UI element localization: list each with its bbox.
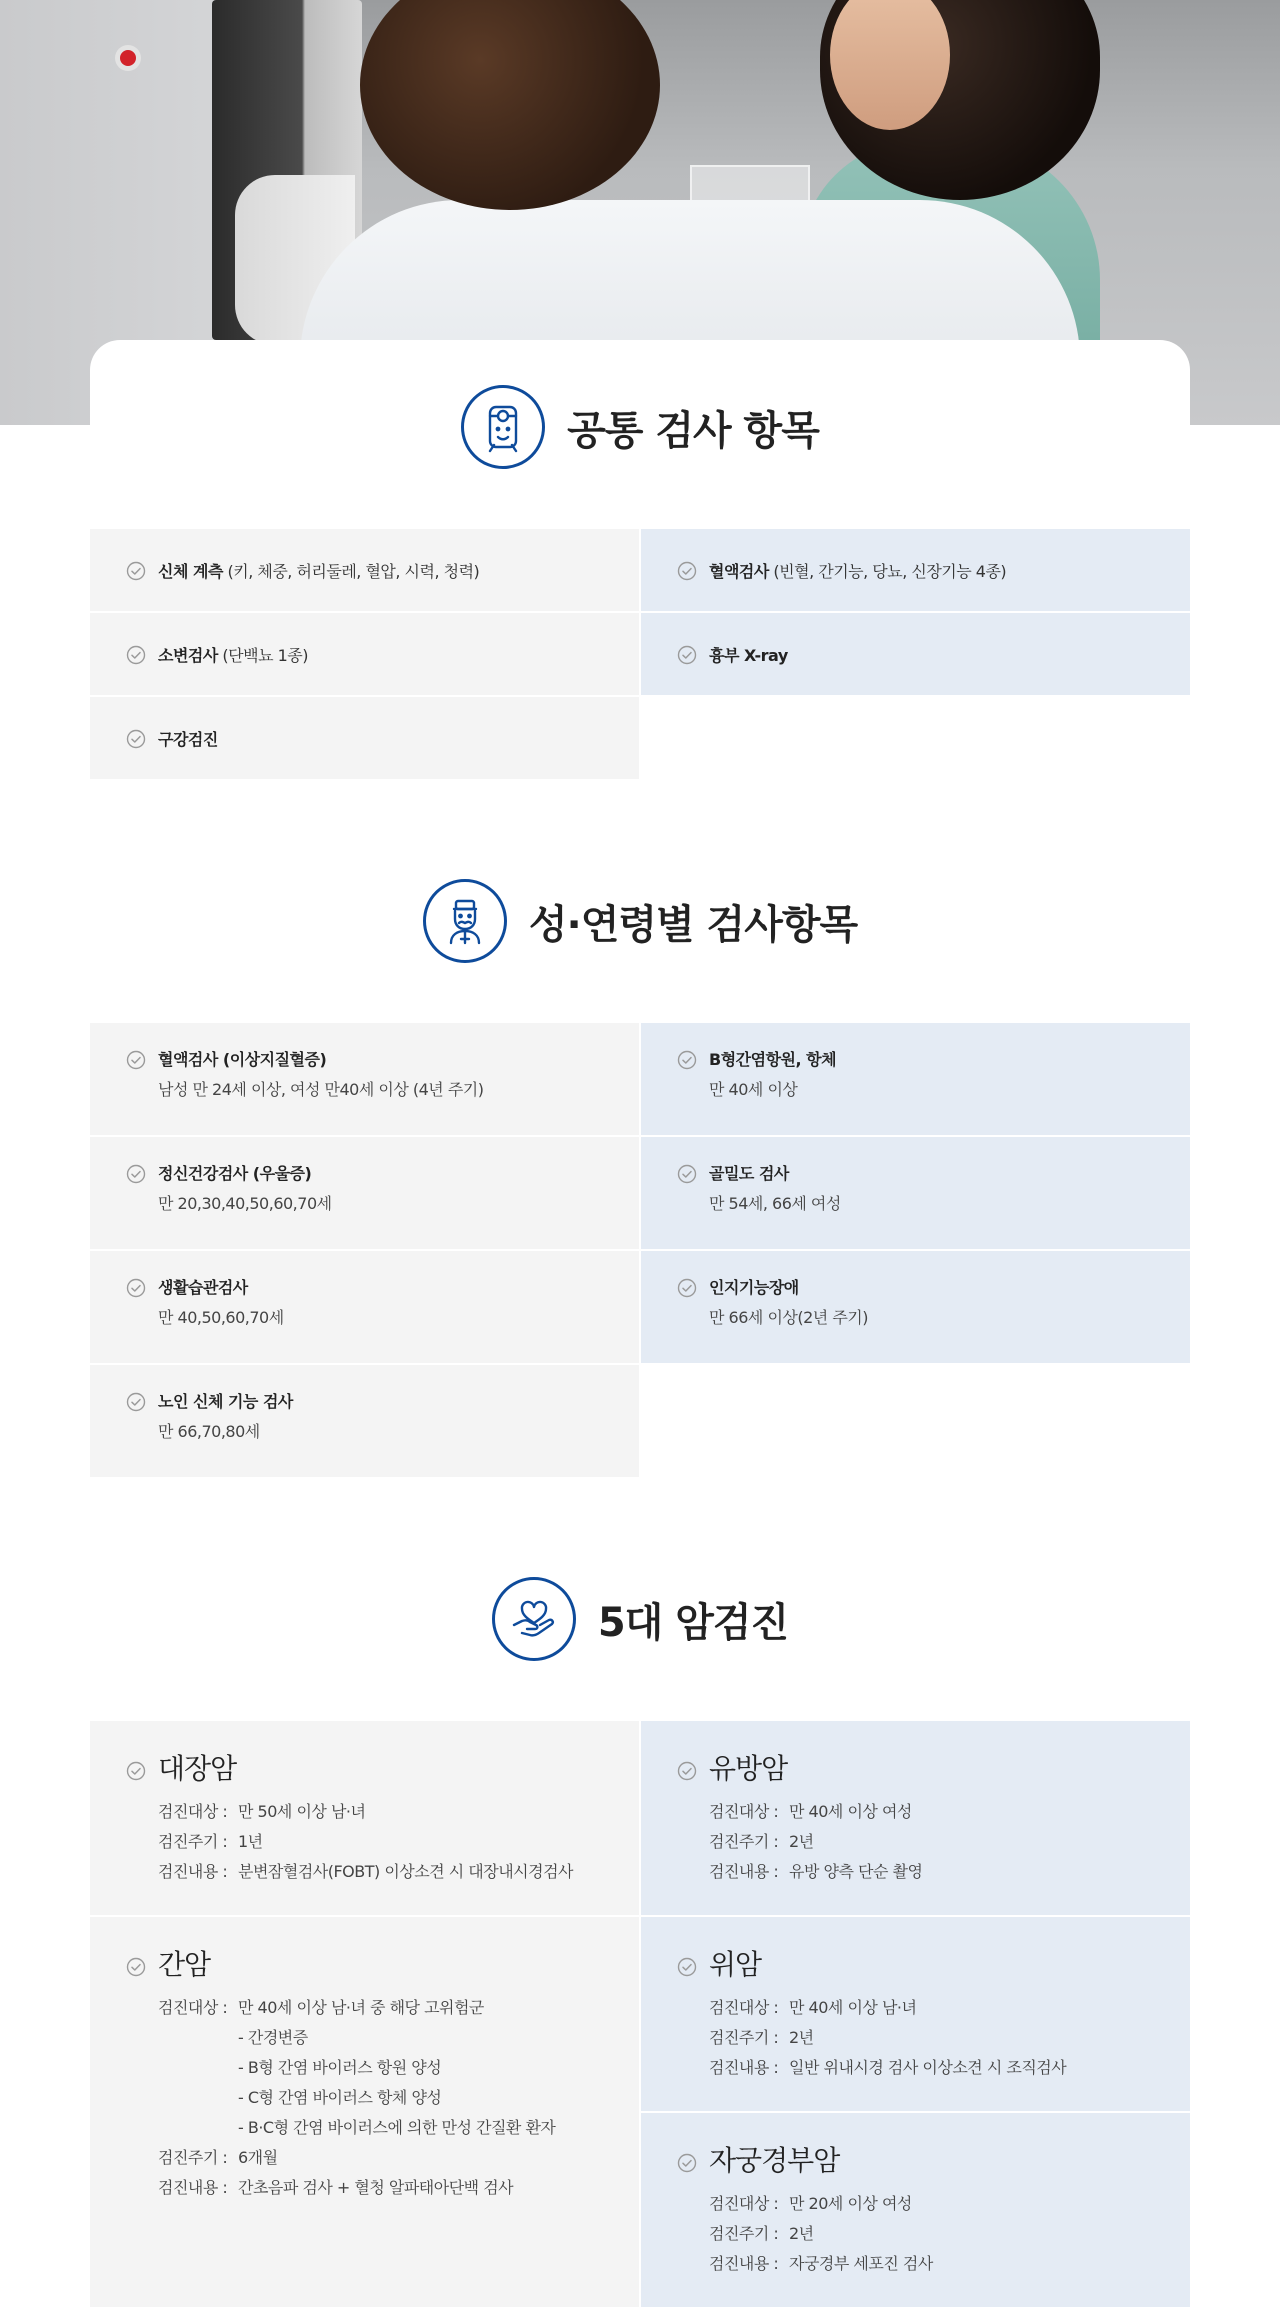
content-value: 일반 위내시경 검사 이상소견 시 조직검사 — [789, 2058, 1067, 2077]
age-item — [90, 1251, 639, 1363]
cycle-value: 1년 — [238, 1832, 263, 1851]
cancer-content-row — [158, 2173, 555, 2203]
cycle-label: 검진주기 : — [709, 1832, 779, 1851]
cancer-item-breast — [641, 1721, 1190, 1915]
age-item — [90, 1137, 639, 1249]
hand-heart-icon — [492, 1577, 576, 1661]
check-circle-icon — [677, 1278, 697, 1298]
common-item-label: 구강검진 — [158, 729, 218, 749]
cancer-grid — [90, 1721, 1190, 2307]
cycle-value: 2년 — [789, 2028, 814, 2047]
cancer-item-liver — [90, 1917, 639, 2307]
age-item-title: 노인 신체 기능 검사 — [158, 1392, 293, 1411]
cancer-name: 간암 — [158, 1948, 211, 1981]
age-item-title: 인지기능장애 — [709, 1278, 799, 1297]
cancer-title-row — [90, 1577, 1190, 1661]
cancer-name: 유방암 — [709, 1752, 788, 1785]
cancer-target-row — [158, 1993, 555, 2023]
target-label: 검진대상 : — [709, 1802, 779, 1821]
cancer-content-row — [709, 1857, 922, 1887]
age-item — [641, 1251, 1190, 1363]
check-circle-icon — [677, 1050, 697, 1070]
age-item-title: B형간염항원, 항체 — [709, 1050, 837, 1069]
age-title-row — [90, 879, 1190, 963]
cancer-item-stomach — [641, 1917, 1190, 2111]
doctor-headmirror-icon — [461, 385, 545, 469]
check-circle-icon — [126, 1957, 146, 1977]
check-circle-icon — [126, 1761, 146, 1781]
common-item-label: 신체 계측 (키, 체중, 허리둘레, 혈압, 시력, 청력) — [158, 561, 480, 581]
cycle-label: 검진주기 : — [158, 2148, 228, 2167]
check-circle-icon — [126, 1278, 146, 1298]
content-value: 자궁경부 세포진 검사 — [789, 2254, 933, 2273]
cancer-right-column — [641, 1917, 1190, 2307]
age-item — [641, 1023, 1190, 1135]
cycle-value: 2년 — [789, 1832, 814, 1851]
cycle-value: 6개월 — [238, 2148, 278, 2167]
target-label: 검진대상 : — [709, 1998, 779, 2017]
target-label: 검진대상 : — [709, 2194, 779, 2213]
age-item — [90, 1023, 639, 1135]
check-circle-icon — [126, 1050, 146, 1070]
check-circle-icon — [677, 1761, 697, 1781]
content-value: 유방 양측 단순 촬영 — [789, 1862, 923, 1881]
common-title: 공통 검사 항목 — [567, 407, 819, 454]
target-label: 검진대상 : — [158, 1998, 228, 2017]
check-circle-icon — [126, 645, 146, 665]
cancer-cycle-row — [158, 2143, 555, 2173]
target-value: 만 50세 이상 남·녀 — [238, 1802, 366, 1821]
common-item — [90, 529, 639, 611]
age-grid — [90, 1023, 1190, 1477]
doctor-mustache-icon — [423, 879, 507, 963]
common-section — [90, 340, 1190, 779]
cancer-cycle-row — [709, 2219, 933, 2249]
age-title: 성·연령별 검사항목 — [528, 901, 858, 948]
liver-risk-group: - C형 간염 바이러스 항체 양성 — [238, 2088, 442, 2107]
cancer-target-row — [709, 2189, 933, 2219]
check-circle-icon — [126, 561, 146, 581]
check-circle-icon — [126, 1164, 146, 1184]
age-item-desc: 만 66,70,80세 — [158, 1422, 260, 1441]
common-item — [90, 613, 639, 695]
check-circle-icon — [677, 1957, 697, 1977]
age-item-title: 정신건강검사 (우울증) — [158, 1164, 312, 1183]
cancer-item-colon — [90, 1721, 639, 1915]
check-circle-icon — [126, 1392, 146, 1412]
content-label: 검진내용 : — [709, 2058, 779, 2077]
cancer-target-row — [158, 1797, 573, 1827]
cancer-name: 위암 — [709, 1948, 762, 1981]
common-item — [641, 529, 1190, 611]
common-item-label: 흉부 X-ray — [709, 645, 788, 665]
cancer-target-row — [709, 1797, 922, 1827]
age-item-desc: 만 54세, 66세 여성 — [709, 1194, 841, 1213]
age-item-title: 생활습관검사 — [158, 1278, 248, 1297]
target-value: 만 20세 이상 여성 — [789, 2194, 912, 2213]
cancer-cycle-row — [709, 1827, 922, 1857]
cancer-section — [90, 1577, 1190, 2307]
age-item-desc: 만 40,50,60,70세 — [158, 1308, 284, 1327]
age-section — [90, 879, 1190, 1477]
check-circle-icon — [126, 729, 146, 749]
cancer-content-row — [709, 2249, 933, 2279]
cycle-label: 검진주기 : — [158, 1832, 228, 1851]
target-label: 검진대상 : — [158, 1802, 228, 1821]
common-grid — [90, 529, 1190, 779]
check-circle-icon — [677, 561, 697, 581]
cancer-cycle-row — [158, 1827, 573, 1857]
content-label: 검진내용 : — [709, 2254, 779, 2273]
age-item-desc: 남성 만 24세 이상, 여성 만40세 이상 (4년 주기) — [158, 1080, 484, 1099]
common-title-row — [90, 385, 1190, 469]
liver-risk-group: - 간경변증 — [238, 2028, 308, 2047]
content-value: 분변잠혈검사(FOBT) 이상소견 시 대장내시경검사 — [238, 1862, 573, 1881]
age-item — [90, 1365, 639, 1477]
liver-risk-group: - B·C형 간염 바이러스에 의한 만성 간질환 환자 — [238, 2118, 556, 2137]
hero-doctor-hair — [360, 0, 660, 210]
age-item-title: 혈액검사 (이상지질혈증) — [158, 1050, 327, 1069]
age-item-title: 골밀도 검사 — [709, 1164, 789, 1183]
check-circle-icon — [677, 1164, 697, 1184]
cancer-cycle-row — [709, 2023, 1066, 2053]
cancer-item-cervix — [641, 2113, 1190, 2307]
target-value: 만 40세 이상 여성 — [789, 1802, 912, 1821]
age-item-desc: 만 40세 이상 — [709, 1080, 798, 1099]
common-item-label: 혈액검사 (빈혈, 간기능, 당뇨, 신장기능 4종) — [709, 561, 1007, 581]
cancer-title: 5대 암검진 — [597, 1599, 789, 1646]
common-item — [90, 697, 639, 779]
cancer-name: 자궁경부암 — [709, 2144, 840, 2177]
check-circle-icon — [677, 645, 697, 665]
age-item-desc: 만 20,30,40,50,60,70세 — [158, 1194, 332, 1213]
cancer-name: 대장암 — [158, 1752, 237, 1785]
cycle-value: 2년 — [789, 2224, 814, 2243]
content-label: 검진내용 : — [709, 1862, 779, 1881]
cancer-target-row — [709, 1993, 1066, 2023]
common-item-label: 소변검사 (단백뇨 1종) — [158, 645, 308, 665]
target-value: 만 40세 이상 남·녀 — [789, 1998, 917, 2017]
content-label: 검진내용 : — [158, 1862, 228, 1881]
liver-risk-group: - B형 간염 바이러스 항원 양성 — [238, 2058, 442, 2077]
content-value: 간초음파 검사 + 혈청 알파태아단백 검사 — [238, 2178, 514, 2197]
cycle-label: 검진주기 : — [709, 2224, 779, 2243]
cancer-content-row — [709, 2053, 1066, 2083]
cycle-label: 검진주기 : — [709, 2028, 779, 2047]
target-value: 만 40세 이상 남·녀 중 해당 고위험군 — [238, 1998, 484, 2017]
cancer-content-row — [158, 1857, 573, 1887]
content-label: 검진내용 : — [158, 2178, 228, 2197]
age-item — [641, 1137, 1190, 1249]
common-item — [641, 613, 1190, 695]
hero-machine-button — [120, 50, 136, 66]
age-item-desc: 만 66세 이상(2년 주기) — [709, 1308, 868, 1327]
check-circle-icon — [677, 2153, 697, 2173]
